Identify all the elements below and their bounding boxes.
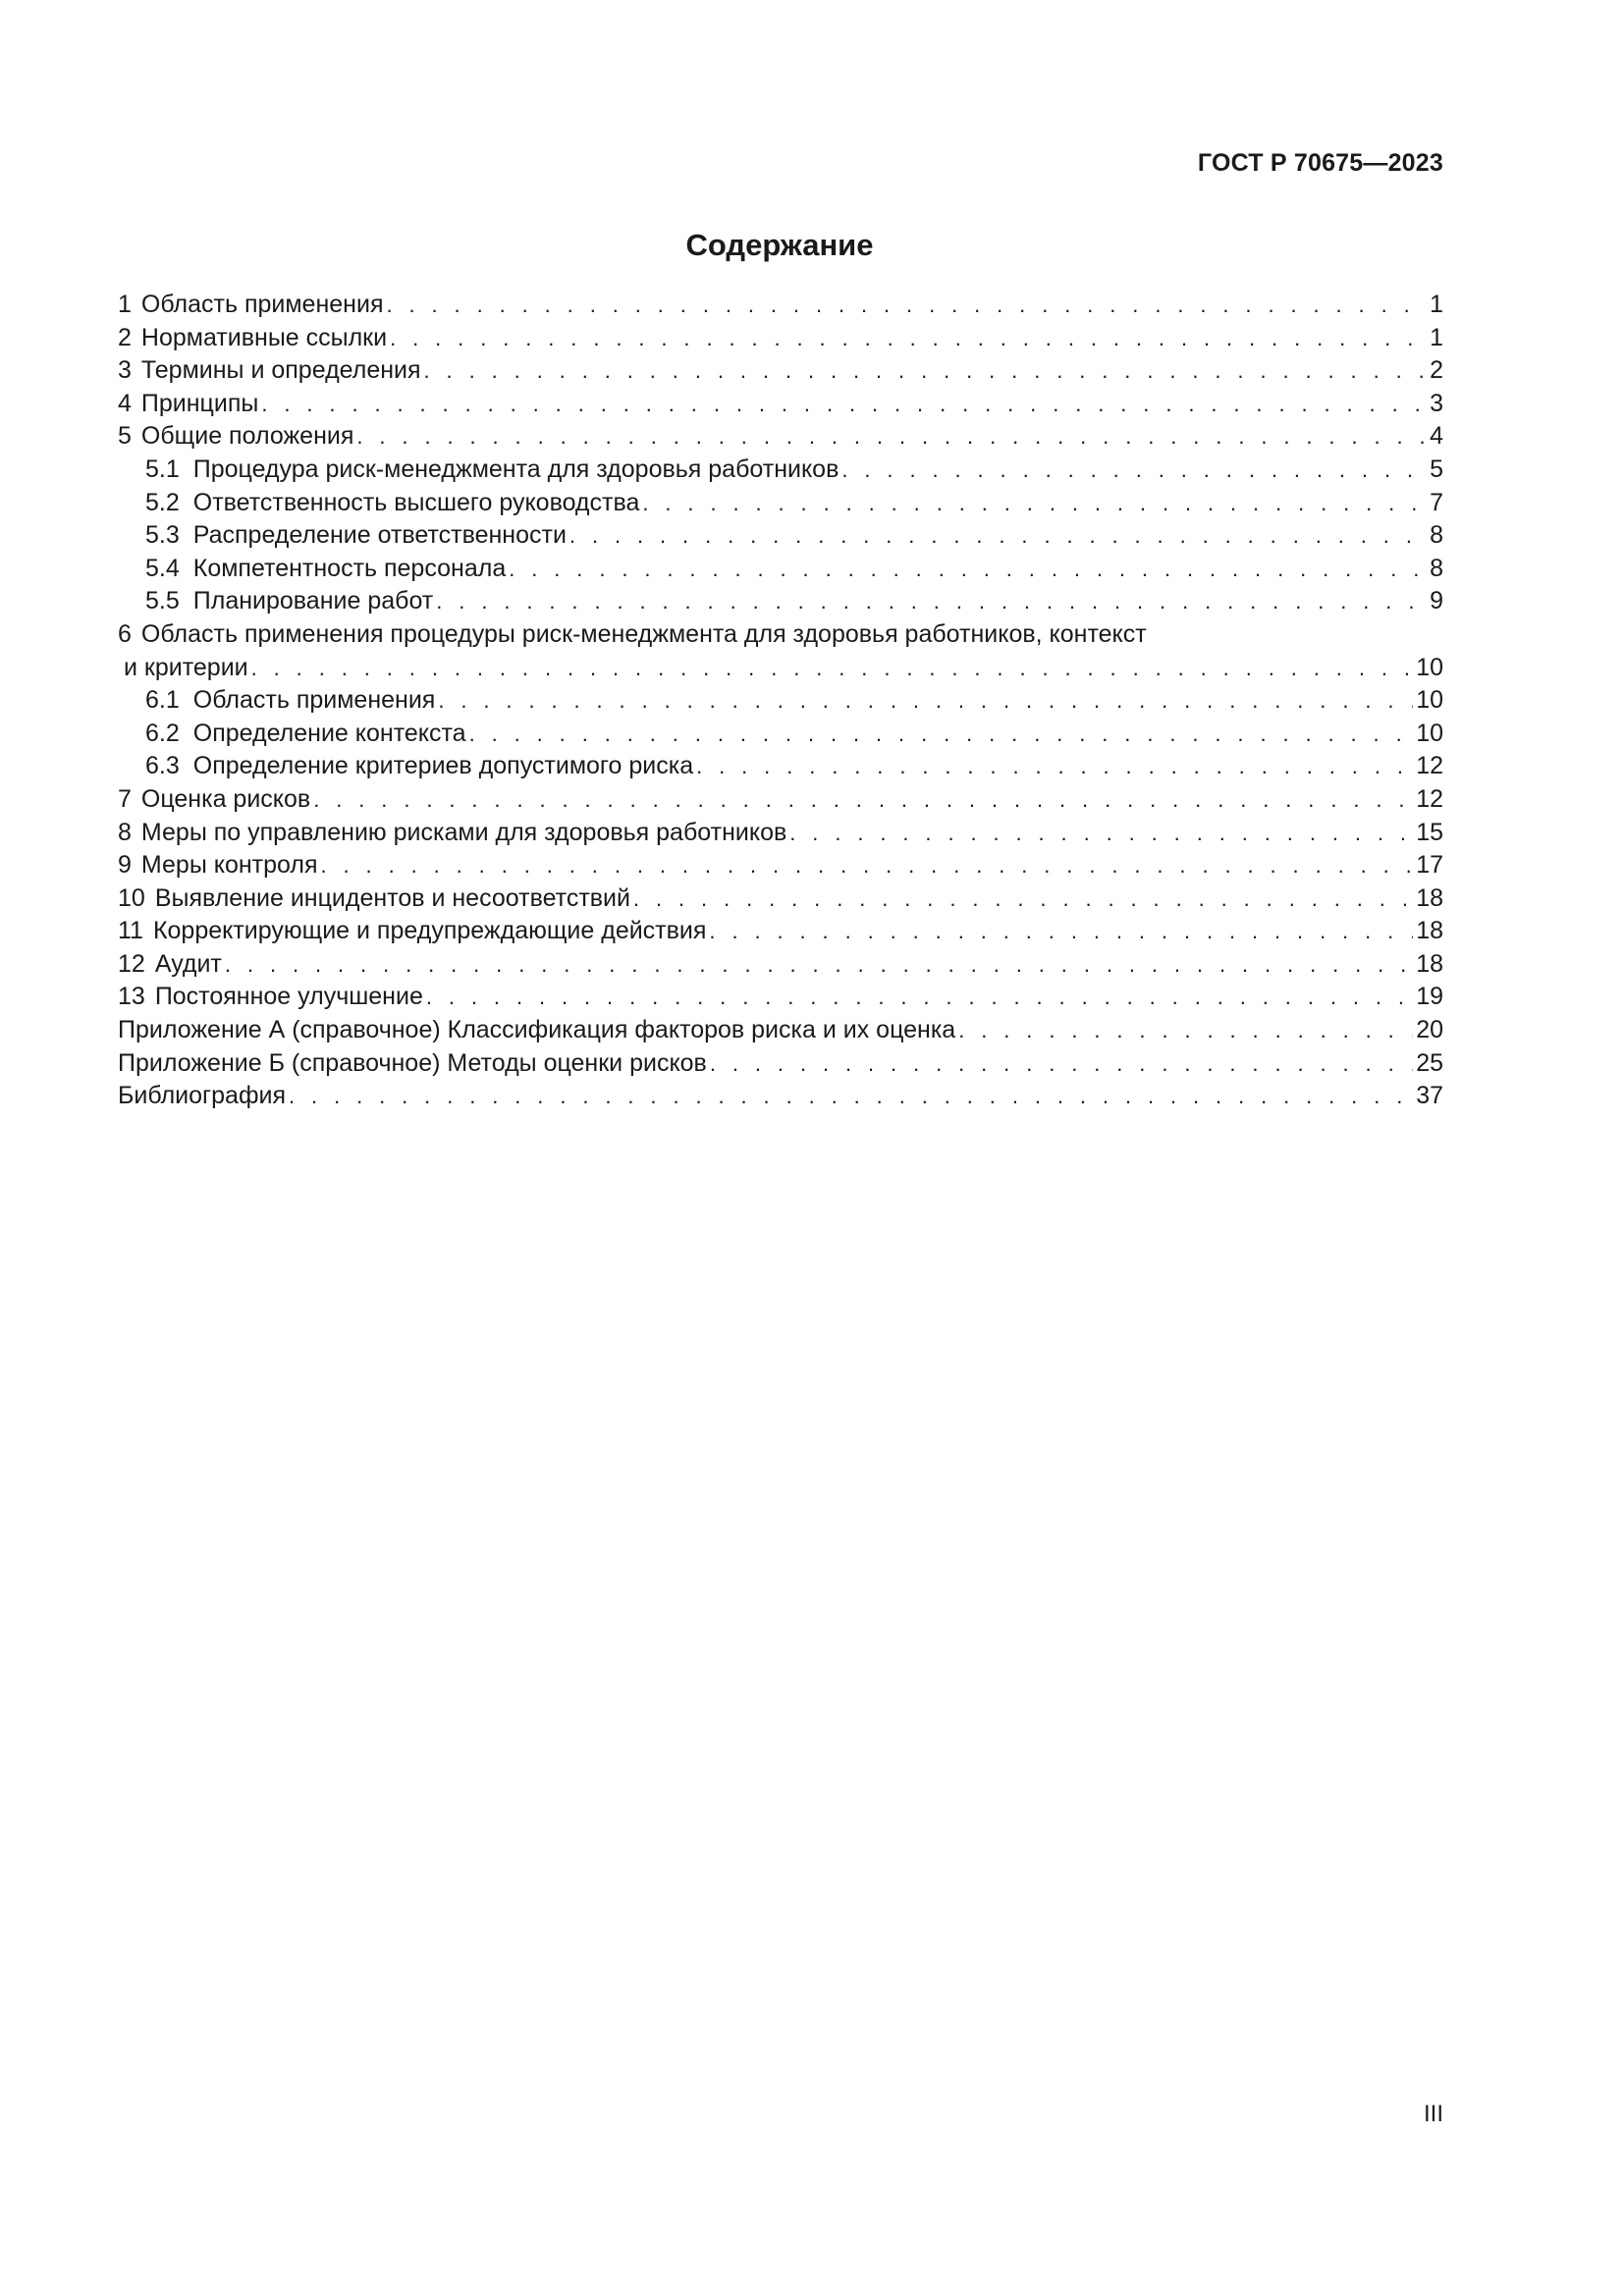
toc-entry-page: 12: [1416, 752, 1443, 780]
dot-leader: [509, 553, 1427, 586]
toc-entry-page: 20: [1416, 1016, 1443, 1044]
toc-entry[interactable]: [118, 519, 1443, 553]
dot-leader: [356, 420, 1427, 454]
toc-entry-page: 1: [1430, 291, 1443, 318]
dot-leader: [261, 388, 1427, 421]
toc-entry-title: Область применения: [140, 291, 384, 318]
dot-leader: [633, 882, 1413, 916]
dot-leader: [841, 454, 1427, 487]
toc-entry-page: 8: [1430, 554, 1443, 582]
toc-entry-title: Меры контроля: [140, 851, 318, 880]
toc-entry-number: 5.5: [145, 587, 180, 615]
toc-entry-title: Компетентность персонала: [192, 554, 507, 582]
toc-entry-number: 1: [118, 291, 132, 318]
toc-entry-title: Определение критериев допустимого риска: [192, 752, 694, 780]
toc-entry[interactable]: [118, 420, 1443, 454]
dot-leader: [313, 783, 1413, 817]
toc-entry-title: Аудит: [154, 949, 222, 978]
dot-leader: [696, 750, 1413, 783]
toc-entry-title: Область применения: [192, 686, 436, 715]
toc-entry-page: 10: [1416, 686, 1443, 715]
toc-entry[interactable]: [118, 718, 1443, 751]
toc-entry-number: 5.4: [145, 554, 180, 582]
toc-entry-number: 5.2: [145, 488, 180, 516]
toc-entry-number: 2: [118, 323, 132, 351]
toc-entry-page: 2: [1430, 356, 1443, 385]
toc-entry-title: Процедура риск-менеджмента для здоровья работников: [192, 454, 839, 483]
page-number: III: [1423, 2101, 1443, 2127]
dot-leader: [569, 519, 1427, 553]
toc-entry-page: 7: [1430, 488, 1443, 516]
toc-entry-title: Корректирующие и предупреждающие действия: [152, 917, 707, 945]
toc-entry-title: Распределение ответственности: [192, 521, 567, 550]
toc-entry-continuation[interactable]: [118, 652, 1443, 685]
toc-entry-number: 5: [118, 422, 132, 451]
toc-entry[interactable]: [118, 487, 1443, 520]
toc-entry[interactable]: [118, 388, 1443, 421]
toc-entry-number: 12: [118, 949, 145, 978]
toc-entry-page: 4: [1430, 422, 1443, 451]
dot-leader: [642, 487, 1427, 520]
toc-entry[interactable]: [118, 882, 1443, 916]
toc-entry-title: Ответственность высшего руководства: [192, 488, 640, 516]
toc-entry-page: 25: [1416, 1048, 1443, 1077]
toc-entry-number: 3: [118, 356, 132, 385]
dot-leader: [709, 915, 1413, 948]
toc-entry-page: 19: [1416, 983, 1443, 1011]
toc-entry-title: Определение контекста: [192, 719, 466, 747]
dot-leader: [469, 718, 1414, 751]
toc-entry-page: 37: [1416, 1082, 1443, 1110]
toc-entry-title: Приложение А (справочное) Классификация факторов риска и их оценка: [118, 1016, 956, 1044]
toc-entry-number: 4: [118, 389, 132, 417]
toc-entry[interactable]: [118, 783, 1443, 817]
dot-leader: [289, 1080, 1413, 1113]
toc-entry-page: 9: [1430, 587, 1443, 615]
toc-entry-title: Постоянное улучшение: [154, 983, 423, 1011]
toc-entry-title: Планирование работ: [192, 587, 434, 615]
toc-entry-page: 5: [1430, 454, 1443, 483]
toc-entry[interactable]: [118, 454, 1443, 487]
toc-entry-number: 8: [118, 818, 132, 846]
toc-entry-number: 9: [118, 851, 132, 880]
dot-leader: [424, 354, 1428, 388]
toc-entry-number: 6.3: [145, 752, 180, 780]
toc-entry-number: 5.3: [145, 521, 180, 550]
toc-entry-title: Библиография: [118, 1082, 287, 1110]
toc-entry-title: Общие положения: [140, 422, 354, 451]
toc-entry[interactable]: [118, 553, 1443, 586]
dot-leader: [438, 684, 1413, 718]
toc-entry-title: Приложение Б (справочное) Методы оценки рисков: [118, 1048, 707, 1077]
toc-entry-title: Область применения процедуры риск-менеджмента для здоровья работников, контекст: [140, 619, 1147, 648]
toc-entry-page: 15: [1416, 818, 1443, 846]
toc-entry[interactable]: [118, 1014, 1443, 1047]
toc-entry-number: 13: [118, 983, 145, 1011]
dot-leader: [710, 1047, 1413, 1081]
toc-entry-number: 5.1: [145, 454, 180, 483]
dot-leader: [426, 981, 1413, 1014]
toc-entry-title: Термины и определения: [140, 356, 421, 385]
toc-entry[interactable]: [118, 948, 1443, 982]
toc-entry[interactable]: [118, 322, 1443, 355]
toc-entry-number: 10: [118, 883, 145, 912]
toc-entry-number: 11: [118, 917, 143, 945]
dot-leader: [958, 1014, 1413, 1047]
table-of-contents: [118, 289, 1443, 1113]
toc-entry-number: 6: [118, 619, 132, 648]
toc-entry-page: 1: [1430, 323, 1443, 351]
toc-entry-title: Принципы: [140, 389, 259, 417]
toc-entry-title: Нормативные ссылки: [140, 323, 388, 351]
toc-entry[interactable]: [118, 849, 1443, 882]
dot-leader: [789, 817, 1413, 850]
toc-entry-page: 10: [1416, 719, 1443, 747]
toc-entry-page: 17: [1416, 851, 1443, 880]
toc-entry[interactable]: [118, 585, 1443, 618]
toc-entry-title: Выявление инцидентов и несоответствий: [154, 883, 630, 912]
toc-entry-title: Меры по управлению рисками для здоровья работников: [140, 818, 787, 846]
dot-leader: [251, 652, 1414, 685]
toc-entry-page: 10: [1416, 653, 1443, 681]
toc-title: Содержание: [685, 228, 874, 262]
document-code: ГОСТ Р 70675—2023: [1197, 149, 1443, 177]
toc-entry-page: 8: [1430, 521, 1443, 550]
toc-entry-number: 7: [118, 784, 132, 813]
toc-entry[interactable]: [118, 981, 1443, 1014]
toc-entry-title-continued: и критерии: [124, 653, 248, 681]
toc-entry-number: 6.2: [145, 719, 180, 747]
toc-entry-title: Оценка рисков: [140, 784, 311, 813]
toc-entry[interactable]: [118, 289, 1443, 322]
toc-entry-page: 12: [1416, 784, 1443, 813]
toc-entry-number: 6.1: [145, 686, 180, 715]
dot-leader: [436, 585, 1427, 618]
toc-entry[interactable]: [118, 354, 1443, 388]
dot-leader: [225, 948, 1413, 982]
toc-entry[interactable]: [118, 915, 1443, 948]
toc-entry[interactable]: [118, 1080, 1443, 1113]
toc-entry[interactable]: [118, 817, 1443, 850]
toc-entry-page: 18: [1416, 949, 1443, 978]
toc-entry-page: 3: [1430, 389, 1443, 417]
toc-entry[interactable]: [118, 618, 1443, 652]
dot-leader: [321, 849, 1414, 882]
dot-leader: [390, 322, 1427, 355]
toc-entry[interactable]: [118, 750, 1443, 783]
dot-leader: [386, 289, 1427, 322]
toc-entry[interactable]: [118, 684, 1443, 718]
toc-entry-page: 18: [1416, 917, 1443, 945]
toc-entry[interactable]: [118, 1047, 1443, 1081]
toc-entry-page: 18: [1416, 883, 1443, 912]
